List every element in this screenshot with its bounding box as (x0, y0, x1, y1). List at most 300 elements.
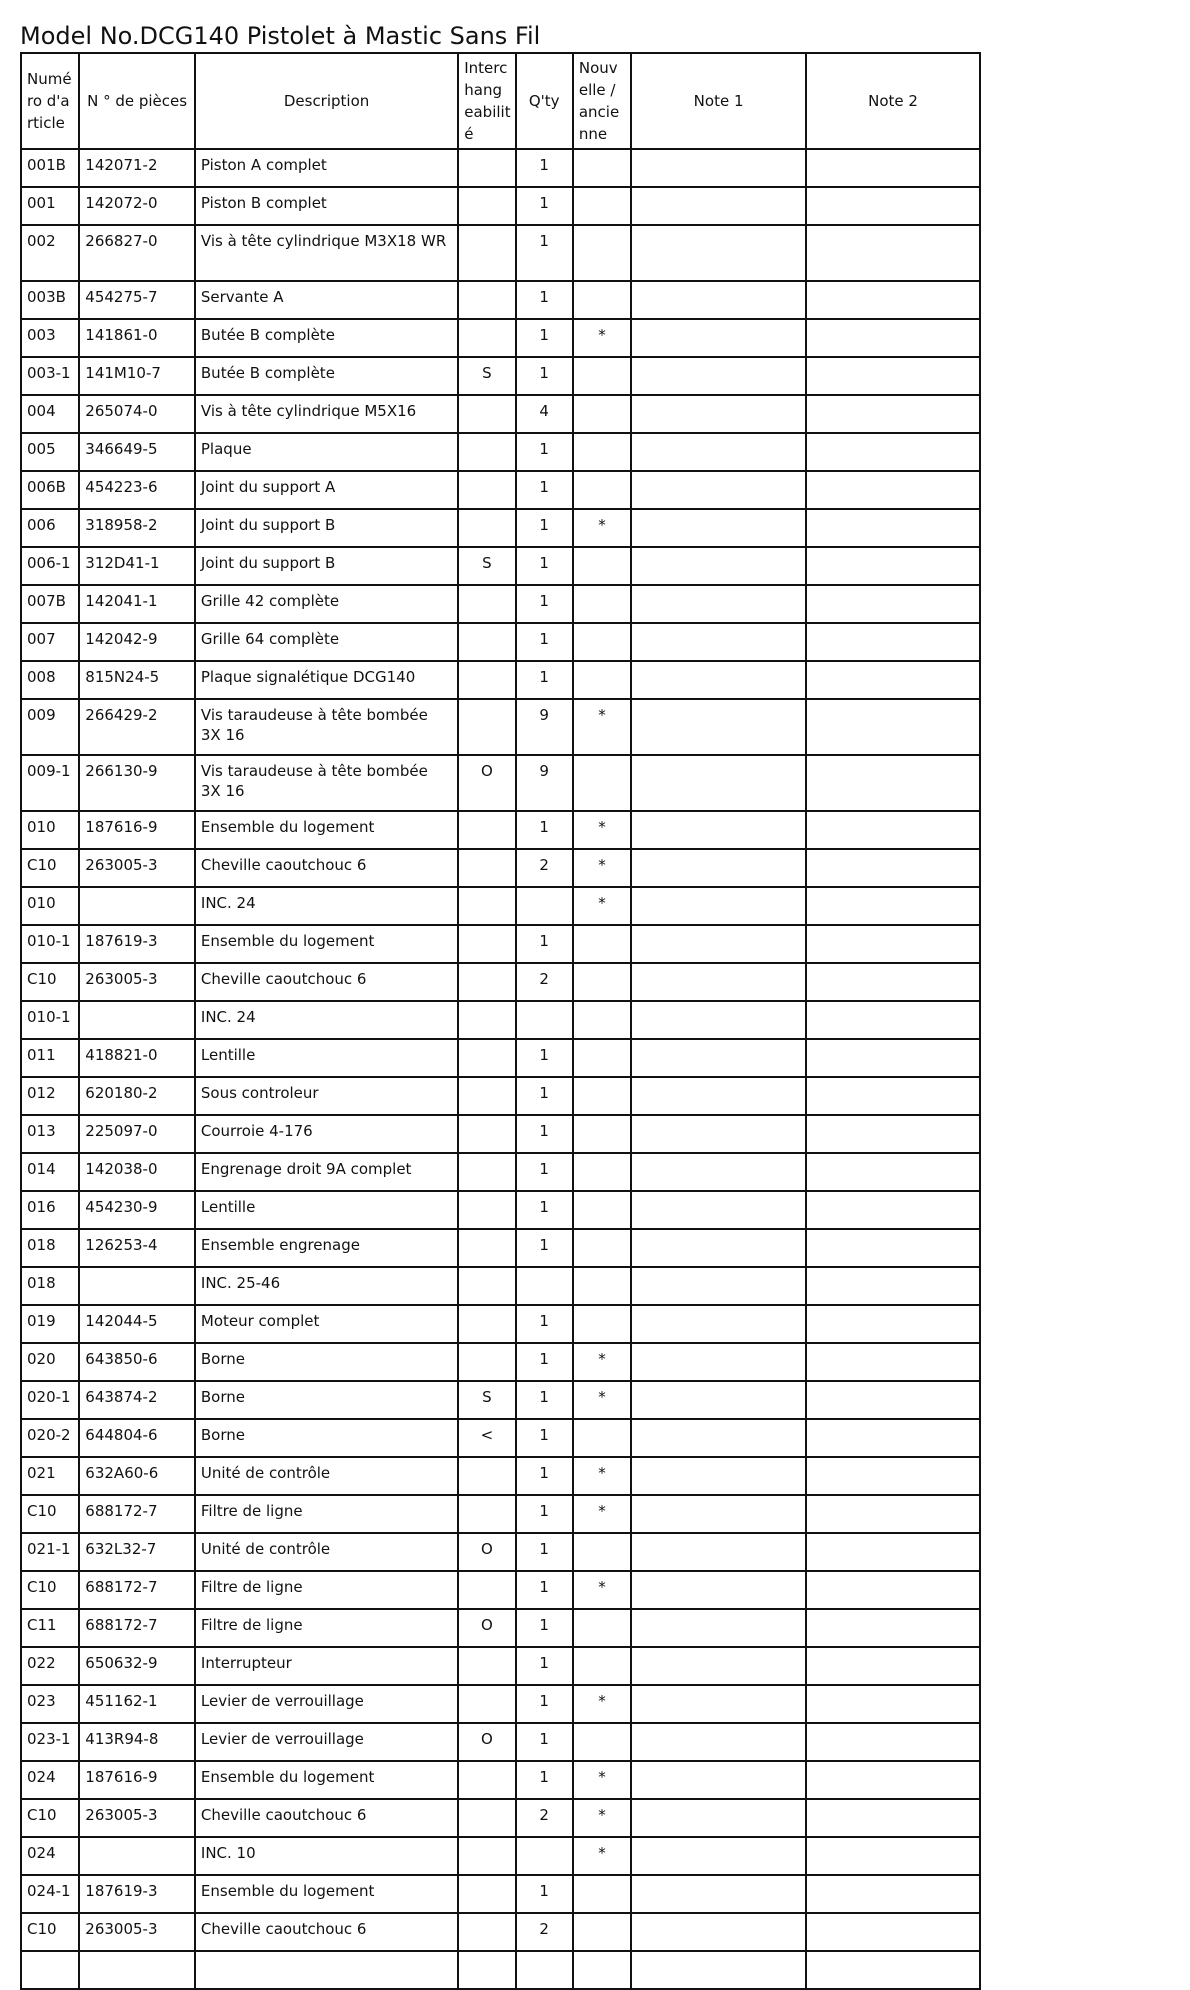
quantity-cell: 1 (516, 1875, 573, 1913)
item-number-cell: 022 (21, 1647, 79, 1685)
table-row (21, 1229, 980, 1267)
note-2-cell (806, 755, 980, 811)
quantity-cell: 1 (516, 319, 573, 357)
note-2-cell (806, 1457, 980, 1495)
table-row (21, 1039, 980, 1077)
part-number-cell: 265074-0 (79, 395, 195, 433)
part-number-cell: 643874-2 (79, 1381, 195, 1419)
description-cell: Courroie 4-176 (195, 1115, 458, 1153)
note-1-cell (631, 149, 806, 187)
interchangeability-cell (458, 433, 515, 471)
note-2-cell (806, 1229, 980, 1267)
header-note-1: Note 1 (631, 53, 806, 149)
table-row (21, 225, 980, 281)
description-cell: Lentille (195, 1191, 458, 1229)
description-cell: Ensemble du logement (195, 811, 458, 849)
part-number-cell (79, 1837, 195, 1875)
document-title: Model No.DCG140 Pistolet à Mastic Sans Fil (20, 22, 541, 50)
note-1-cell (631, 1571, 806, 1609)
new-old-cell (573, 1609, 631, 1647)
item-number-cell: 001B (21, 149, 79, 187)
table-row (21, 1343, 980, 1381)
quantity-cell: 1 (516, 357, 573, 395)
note-2-cell (806, 1115, 980, 1153)
description-cell: Grille 64 complète (195, 623, 458, 661)
header-interchangeability: Interc hang eabilit é (458, 53, 515, 149)
quantity-cell (516, 1837, 573, 1875)
part-number-cell: 187616-9 (79, 811, 195, 849)
note-1-cell (631, 547, 806, 585)
interchangeability-cell (458, 1115, 515, 1153)
note-1-cell (631, 1647, 806, 1685)
part-number-cell: 312D41-1 (79, 547, 195, 585)
description-cell: Ensemble du logement (195, 1761, 458, 1799)
new-old-cell: * (573, 699, 631, 755)
interchangeability-cell (458, 1875, 515, 1913)
part-number-cell (79, 887, 195, 925)
note-2-cell (806, 433, 980, 471)
table-row (21, 547, 980, 585)
description-cell: Engrenage droit 9A complet (195, 1153, 458, 1191)
part-number-cell: 266827-0 (79, 225, 195, 281)
table-row (21, 585, 980, 623)
item-number-cell: 005 (21, 433, 79, 471)
note-1-cell (631, 623, 806, 661)
item-number-cell: 020-2 (21, 1419, 79, 1457)
item-number-cell: 007 (21, 623, 79, 661)
part-number-cell: 620180-2 (79, 1077, 195, 1115)
part-number-cell: 187619-3 (79, 1875, 195, 1913)
note-1-cell (631, 1381, 806, 1419)
part-number-cell: 644804-6 (79, 1419, 195, 1457)
table-row (21, 1533, 980, 1571)
interchangeability-cell: S (458, 1381, 515, 1419)
table-row (21, 1077, 980, 1115)
description-cell: Sous controleur (195, 1077, 458, 1115)
note-1-cell (631, 1761, 806, 1799)
table-row (21, 1723, 980, 1761)
note-1-cell (631, 585, 806, 623)
note-1-cell (631, 433, 806, 471)
part-number-cell: 141861-0 (79, 319, 195, 357)
item-number-cell: 020-1 (21, 1381, 79, 1419)
part-number-cell: 142041-1 (79, 585, 195, 623)
new-old-cell: * (573, 1495, 631, 1533)
new-old-cell: * (573, 319, 631, 357)
description-cell: Cheville caoutchouc 6 (195, 1913, 458, 1951)
description-cell: Plaque (195, 433, 458, 471)
description-cell: Borne (195, 1343, 458, 1381)
new-old-cell (573, 963, 631, 1001)
interchangeability-cell: O (458, 1533, 515, 1571)
table-row (21, 509, 980, 547)
note-2-cell (806, 1609, 980, 1647)
interchangeability-cell (458, 1001, 515, 1039)
description-cell: Cheville caoutchouc 6 (195, 849, 458, 887)
table-row (21, 1381, 980, 1419)
note-1-cell (631, 755, 806, 811)
item-number-cell: C10 (21, 1571, 79, 1609)
new-old-cell (573, 1039, 631, 1077)
new-old-cell (573, 1001, 631, 1039)
part-number-cell: 187616-9 (79, 1761, 195, 1799)
item-number-cell: 006B (21, 471, 79, 509)
new-old-cell (573, 1115, 631, 1153)
description-cell: Filtre de ligne (195, 1495, 458, 1533)
table-row (21, 319, 980, 357)
interchangeability-cell (458, 623, 515, 661)
note-2-cell (806, 1799, 980, 1837)
table-row (21, 1419, 980, 1457)
item-number-cell: 014 (21, 1153, 79, 1191)
interchangeability-cell (458, 887, 515, 925)
description-cell (195, 1951, 458, 1989)
note-1-cell (631, 281, 806, 319)
item-number-cell: C10 (21, 849, 79, 887)
note-2-cell (806, 1685, 980, 1723)
item-number-cell: 010 (21, 811, 79, 849)
new-old-cell (573, 1191, 631, 1229)
quantity-cell (516, 1951, 573, 1989)
description-cell: INC. 10 (195, 1837, 458, 1875)
description-cell: INC. 25-46 (195, 1267, 458, 1305)
note-2-cell (806, 225, 980, 281)
description-cell: Piston A complet (195, 149, 458, 187)
note-1-cell (631, 1153, 806, 1191)
note-2-cell (806, 811, 980, 849)
item-number-cell: 013 (21, 1115, 79, 1153)
note-1-cell (631, 1457, 806, 1495)
new-old-cell (573, 187, 631, 225)
new-old-cell (573, 1723, 631, 1761)
table-row (21, 699, 980, 755)
item-number-cell: 003 (21, 319, 79, 357)
description-cell: Vis taraudeuse à tête bombée 3X 16 (195, 699, 458, 755)
item-number-cell: C10 (21, 1913, 79, 1951)
quantity-cell: 1 (516, 1115, 573, 1153)
quantity-cell: 2 (516, 1913, 573, 1951)
interchangeability-cell (458, 1495, 515, 1533)
note-2-cell (806, 1381, 980, 1419)
note-1-cell (631, 963, 806, 1001)
quantity-cell: 1 (516, 1609, 573, 1647)
interchangeability-cell: O (458, 1609, 515, 1647)
description-cell: Butée B complète (195, 319, 458, 357)
note-2-cell (806, 963, 980, 1001)
quantity-cell: 1 (516, 1153, 573, 1191)
note-2-cell (806, 149, 980, 187)
note-2-cell (806, 1495, 980, 1533)
new-old-cell (573, 225, 631, 281)
new-old-cell: * (573, 811, 631, 849)
part-number-cell: 454223-6 (79, 471, 195, 509)
description-cell: Borne (195, 1419, 458, 1457)
quantity-cell (516, 887, 573, 925)
part-number-cell: 688172-7 (79, 1571, 195, 1609)
quantity-cell: 1 (516, 1305, 573, 1343)
note-1-cell (631, 1077, 806, 1115)
part-number-cell: 142072-0 (79, 187, 195, 225)
item-number-cell: C10 (21, 963, 79, 1001)
new-old-cell (573, 623, 631, 661)
item-number-cell: 010 (21, 887, 79, 925)
table-row (21, 1457, 980, 1495)
part-number-cell: 650632-9 (79, 1647, 195, 1685)
item-number-cell: 016 (21, 1191, 79, 1229)
quantity-cell (516, 1001, 573, 1039)
new-old-cell: * (573, 1457, 631, 1495)
quantity-cell: 1 (516, 1229, 573, 1267)
item-number-cell: 009 (21, 699, 79, 755)
item-number-cell: 024 (21, 1761, 79, 1799)
note-2-cell (806, 357, 980, 395)
table-row (21, 1115, 980, 1153)
item-number-cell: 010-1 (21, 925, 79, 963)
note-2-cell (806, 849, 980, 887)
new-old-cell (573, 1419, 631, 1457)
item-number-cell: 008 (21, 661, 79, 699)
note-2-cell (806, 1305, 980, 1343)
description-cell: Levier de verrouillage (195, 1723, 458, 1761)
interchangeability-cell (458, 509, 515, 547)
item-number-cell: 021 (21, 1457, 79, 1495)
note-1-cell (631, 357, 806, 395)
table-row (21, 1951, 980, 1989)
item-number-cell: 024 (21, 1837, 79, 1875)
note-2-cell (806, 1153, 980, 1191)
new-old-cell (573, 1153, 631, 1191)
part-number-cell: 688172-7 (79, 1495, 195, 1533)
quantity-cell: 1 (516, 1343, 573, 1381)
item-number-cell: 018 (21, 1229, 79, 1267)
note-2-cell (806, 1533, 980, 1571)
note-2-cell (806, 1723, 980, 1761)
new-old-cell (573, 149, 631, 187)
note-1-cell (631, 661, 806, 699)
description-cell: Joint du support B (195, 547, 458, 585)
note-2-cell (806, 1913, 980, 1951)
note-1-cell (631, 1343, 806, 1381)
note-2-cell (806, 1837, 980, 1875)
table-row (21, 963, 980, 1001)
quantity-cell: 1 (516, 1495, 573, 1533)
quantity-cell: 1 (516, 433, 573, 471)
interchangeability-cell (458, 661, 515, 699)
new-old-cell (573, 755, 631, 811)
note-2-cell (806, 1039, 980, 1077)
new-old-cell: * (573, 1343, 631, 1381)
interchangeability-cell: < (458, 1419, 515, 1457)
quantity-cell: 1 (516, 471, 573, 509)
item-number-cell: 006 (21, 509, 79, 547)
note-1-cell (631, 1115, 806, 1153)
description-cell: Grille 42 complète (195, 585, 458, 623)
part-number-cell: 187619-3 (79, 925, 195, 963)
note-1-cell (631, 1685, 806, 1723)
item-number-cell: 003-1 (21, 357, 79, 395)
new-old-cell: * (573, 1685, 631, 1723)
part-number-cell: 418821-0 (79, 1039, 195, 1077)
description-cell: Joint du support B (195, 509, 458, 547)
note-2-cell (806, 1077, 980, 1115)
part-number-cell: 142038-0 (79, 1153, 195, 1191)
interchangeability-cell (458, 281, 515, 319)
item-number-cell: 024-1 (21, 1875, 79, 1913)
part-number-cell: 263005-3 (79, 849, 195, 887)
new-old-cell: * (573, 887, 631, 925)
item-number-cell: 001 (21, 187, 79, 225)
quantity-cell: 4 (516, 395, 573, 433)
item-number-cell: 020 (21, 1343, 79, 1381)
note-2-cell (806, 1001, 980, 1039)
interchangeability-cell: S (458, 547, 515, 585)
new-old-cell: * (573, 1799, 631, 1837)
description-cell: Unité de contrôle (195, 1533, 458, 1571)
item-number-cell: 018 (21, 1267, 79, 1305)
note-1-cell (631, 887, 806, 925)
new-old-cell (573, 585, 631, 623)
quantity-cell: 9 (516, 755, 573, 811)
interchangeability-cell (458, 585, 515, 623)
quantity-cell: 1 (516, 225, 573, 281)
interchangeability-cell (458, 1077, 515, 1115)
interchangeability-cell (458, 925, 515, 963)
quantity-cell: 1 (516, 547, 573, 585)
table-row (21, 1305, 980, 1343)
header-note-2: Note 2 (806, 53, 980, 149)
new-old-cell: * (573, 1571, 631, 1609)
interchangeability-cell (458, 963, 515, 1001)
quantity-cell: 2 (516, 963, 573, 1001)
note-1-cell (631, 509, 806, 547)
description-cell: INC. 24 (195, 887, 458, 925)
note-2-cell (806, 509, 980, 547)
interchangeability-cell (458, 1343, 515, 1381)
quantity-cell: 1 (516, 509, 573, 547)
note-1-cell (631, 1001, 806, 1039)
interchangeability-cell (458, 1305, 515, 1343)
quantity-cell: 1 (516, 1685, 573, 1723)
interchangeability-cell (458, 471, 515, 509)
interchangeability-cell (458, 187, 515, 225)
new-old-cell: * (573, 849, 631, 887)
description-cell: Borne (195, 1381, 458, 1419)
description-cell: Vis à tête cylindrique M3X18 WR (195, 225, 458, 281)
table-row (21, 811, 980, 849)
interchangeability-cell (458, 1837, 515, 1875)
new-old-cell (573, 471, 631, 509)
interchangeability-cell (458, 1571, 515, 1609)
table-row (21, 623, 980, 661)
part-number-cell: 346649-5 (79, 433, 195, 471)
part-number-cell: 126253-4 (79, 1229, 195, 1267)
note-1-cell (631, 1533, 806, 1571)
note-1-cell (631, 1799, 806, 1837)
note-1-cell (631, 1723, 806, 1761)
note-2-cell (806, 1191, 980, 1229)
new-old-cell (573, 1913, 631, 1951)
part-number-cell: 454275-7 (79, 281, 195, 319)
note-1-cell (631, 849, 806, 887)
note-2-cell (806, 1419, 980, 1457)
table-row (21, 1191, 980, 1229)
table-row (21, 149, 980, 187)
new-old-cell (573, 1647, 631, 1685)
description-cell: Piston B complet (195, 187, 458, 225)
note-2-cell (806, 887, 980, 925)
interchangeability-cell (458, 849, 515, 887)
item-number-cell: 003B (21, 281, 79, 319)
new-old-cell (573, 1305, 631, 1343)
interchangeability-cell (458, 1039, 515, 1077)
description-cell: Moteur complet (195, 1305, 458, 1343)
new-old-cell (573, 1875, 631, 1913)
part-number-cell: 225097-0 (79, 1115, 195, 1153)
quantity-cell: 9 (516, 699, 573, 755)
description-cell: Interrupteur (195, 1647, 458, 1685)
table-row (21, 755, 980, 811)
item-number-cell: 009-1 (21, 755, 79, 811)
new-old-cell (573, 1229, 631, 1267)
interchangeability-cell (458, 1913, 515, 1951)
table-row (21, 433, 980, 471)
quantity-cell: 1 (516, 1191, 573, 1229)
table-row (21, 887, 980, 925)
description-cell: Butée B complète (195, 357, 458, 395)
table-row (21, 187, 980, 225)
part-number-cell: 266130-9 (79, 755, 195, 811)
new-old-cell (573, 357, 631, 395)
quantity-cell: 1 (516, 661, 573, 699)
description-cell: Filtre de ligne (195, 1571, 458, 1609)
part-number-cell: 266429-2 (79, 699, 195, 755)
part-number-cell: 142042-9 (79, 623, 195, 661)
description-cell: Joint du support A (195, 471, 458, 509)
note-2-cell (806, 925, 980, 963)
interchangeability-cell (458, 395, 515, 433)
part-number-cell: 454230-9 (79, 1191, 195, 1229)
note-2-cell (806, 1875, 980, 1913)
description-cell: Filtre de ligne (195, 1609, 458, 1647)
table-row (21, 471, 980, 509)
quantity-cell: 1 (516, 1533, 573, 1571)
note-2-cell (806, 547, 980, 585)
table-row (21, 1571, 980, 1609)
description-cell: Vis taraudeuse à tête bombée 3X 16 (195, 755, 458, 811)
header-part-number: N ° de pièces (79, 53, 195, 149)
parts-table (20, 52, 981, 1990)
description-cell: Vis à tête cylindrique M5X16 (195, 395, 458, 433)
interchangeability-cell (458, 1685, 515, 1723)
interchangeability-cell (458, 149, 515, 187)
quantity-cell: 1 (516, 1571, 573, 1609)
part-number-cell (79, 1001, 195, 1039)
quantity-cell: 1 (516, 187, 573, 225)
interchangeability-cell (458, 811, 515, 849)
item-number-cell: 023-1 (21, 1723, 79, 1761)
item-number-cell (21, 1951, 79, 1989)
part-number-cell: 263005-3 (79, 1913, 195, 1951)
note-2-cell (806, 623, 980, 661)
quantity-cell: 2 (516, 1799, 573, 1837)
interchangeability-cell (458, 1229, 515, 1267)
quantity-cell: 1 (516, 1761, 573, 1799)
note-1-cell (631, 925, 806, 963)
note-1-cell (631, 187, 806, 225)
item-number-cell: 019 (21, 1305, 79, 1343)
note-1-cell (631, 471, 806, 509)
header-row (21, 53, 980, 149)
